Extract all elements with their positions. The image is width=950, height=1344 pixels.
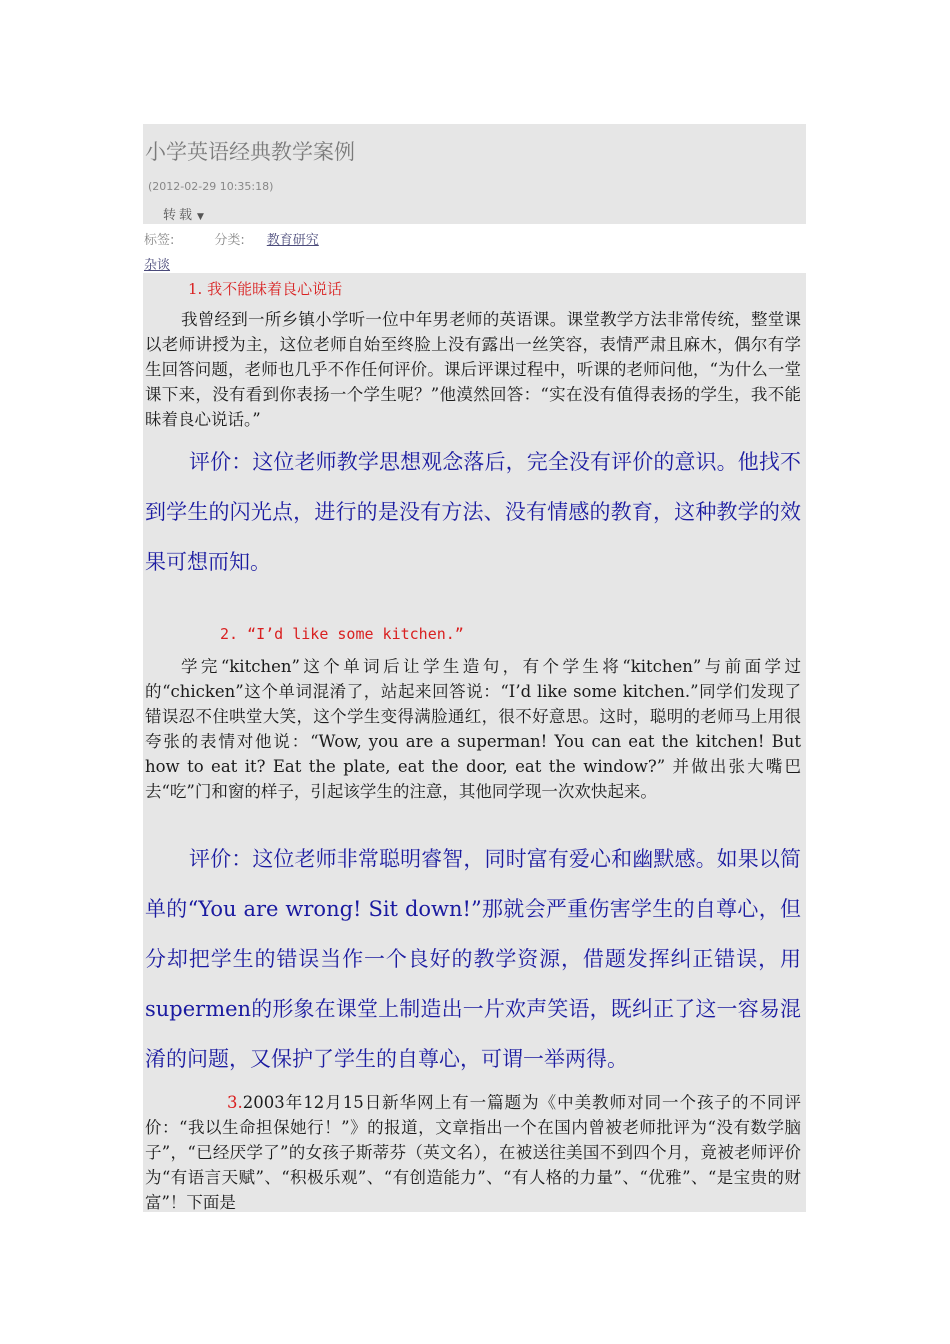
category-label: 分类: (214, 233, 245, 248)
post-header (143, 124, 806, 224)
section-2-body: 学完“kitchen”这个单词后让学生造句，有个学生将“kitchen”与前面学过的“chicken”这个单词混淆了，站起来回答说：“I’d like some kitchen.”同学们发现了错误忍不住哄堂大笑，这个学生变得满脸通红，很不好意思。这时，聪明的老师马上用很夸张的表情对他说：“Wow, you are a superman! You can eat the kitchen! But how to eat it? Eat the plate, eat the door, eat the window?” 并做出张大嘴巴去“吃”门和窗的样子，引起该学生的注意，其他同学现一次欢快起来。 (145, 657, 801, 801)
repost-button[interactable] (163, 204, 204, 223)
repost-label: 转载 (163, 208, 196, 223)
article-body (143, 273, 806, 1212)
section-2-evaluation: 评价：这位老师非常聪明睿智，同时富有爱心和幽默感。如果以简单的“You are wrong! Sit down!”那就会严重伤害学生的自尊心，但分却把学生的错误当作一个良好的教学资源，借题发挥纠正错误，用supermen的形象在课堂上制造出一片欢声笑语，既纠正了这一容易混淆的问题，又保护了学生的自尊心，可谓一举两得。 (145, 847, 801, 1071)
section-1-body: 我曾经到一所乡镇小学听一位中年男老师的英语课。课堂教学方法非常传统，整堂课以老师讲授为主，这位老师自始至终脸上没有露出一丝笑容，表情严肃且麻木，偶尔有学生回答问题，老师也几乎不作任何评价。课后评课过程中，听课的老师问他，“为什么一堂课下来，没有看到你表扬一个学生呢？”他漠然回答：“实在没有值得表扬的学生，我不能昧着良心说话。” (145, 310, 801, 429)
post-title: 小学英语经典教学案例 (145, 140, 355, 164)
section-2-heading: 2. “I’d like some kitchen.” (220, 625, 464, 643)
category-link[interactable]: 教育研究 (266, 233, 319, 248)
section-1-evaluation: 评价：这位老师教学思想观念落后，完全没有评价的意识。他找不到学生的闪光点，进行的是没有方法、没有情感的教育，这种教学的效果可想而知。 (145, 450, 801, 574)
section-1-heading: 1. 我不能昧着良心说话 (188, 280, 343, 298)
post-date: (2012-02-29 10:35:18) (148, 180, 274, 193)
dropdown-arrow-icon: ▼ (197, 212, 204, 222)
tags-label: 标签: (144, 233, 175, 248)
section-3-body (145, 1090, 801, 1212)
extra-category-link[interactable]: 杂谈 (144, 258, 171, 273)
post-meta (144, 229, 319, 248)
section-3-text: 2003年12月15日新华网上有一篇题为《中美教师对同一个孩子的不同评价：“我以生命担保她行！”》的报道，文章指出一个在国内曾被老师批评为“没有数学脑子”，“已经厌学了”的女孩子斯蒂芬（英文名），在被送往美国不到四个月，竟被老师评价为“有语言天赋”、“积极乐观”、“有创造能力”、“有人格的力量”、“优雅”、“是宝贵的财富”！下面是 (145, 1093, 801, 1212)
section-3-number: 3. (227, 1093, 243, 1112)
